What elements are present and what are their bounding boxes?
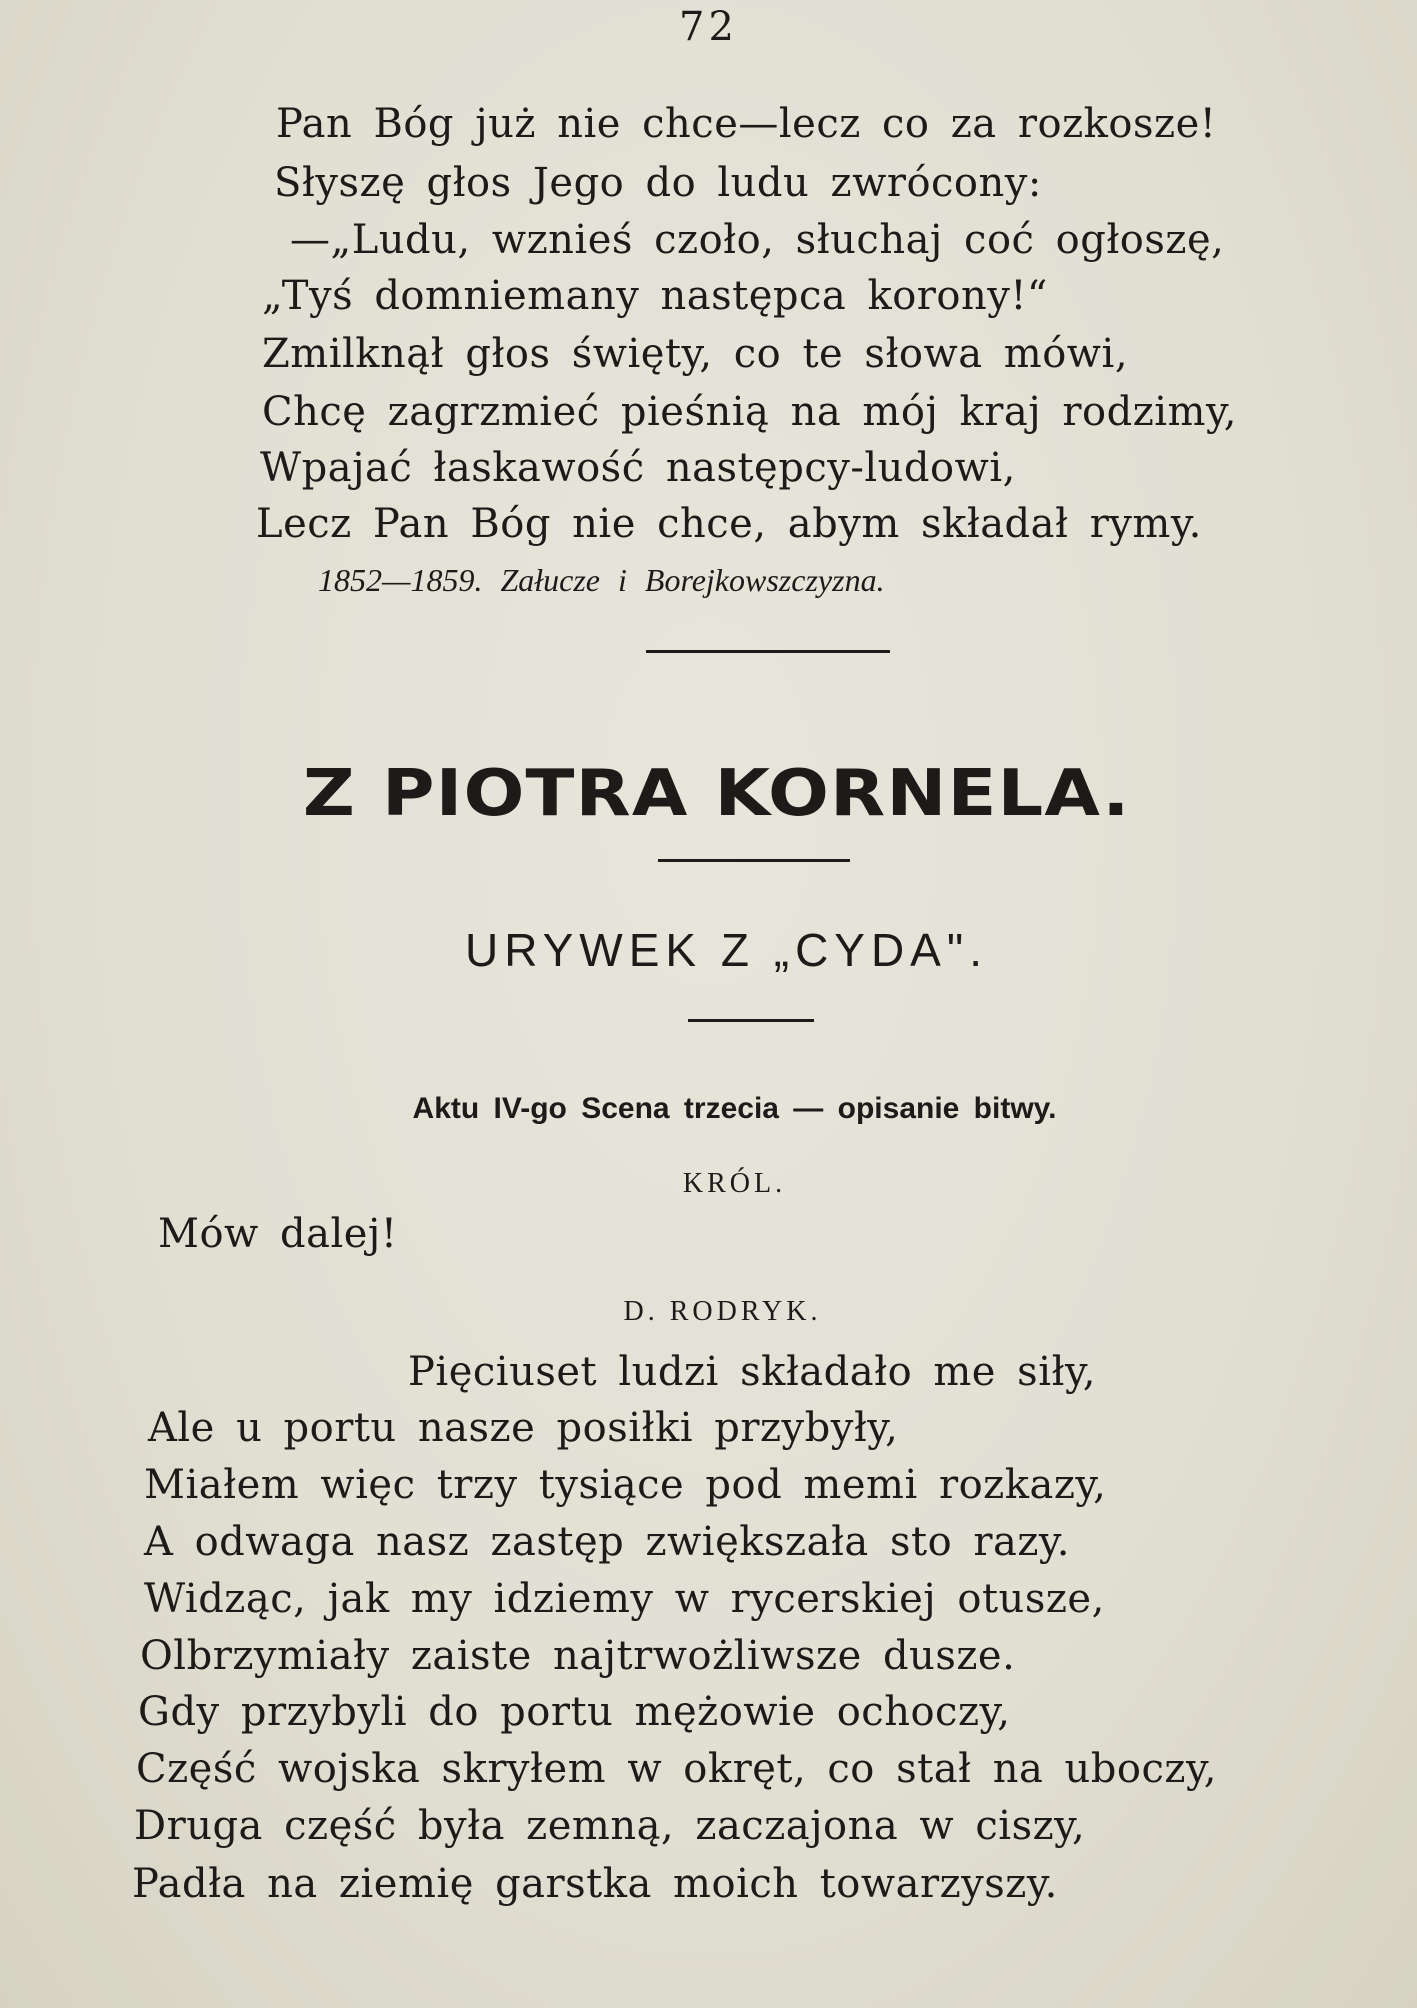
- speech-line: Widząc, jak my idziemy w rycerskiej otusze,: [144, 1576, 1105, 1622]
- poem-line: Zmilknął głos święty, co te słowa mówi,: [262, 331, 1129, 377]
- poem-dateline: 1852—1859. Załucze i Borejkowszczyzna.: [318, 562, 885, 598]
- title-underline-rule: [658, 859, 850, 862]
- poem-line: „Tyś domniemany następca korony!“: [262, 273, 1048, 319]
- poem-line: Lecz Pan Bóg nie chce, abym składał rymy.: [256, 501, 1202, 547]
- speech-line: Druga część była zemną, zaczajona w ciszy,: [134, 1803, 1086, 1849]
- scene-title: Aktu IV-go Scena trzecia — opisanie bitwy.: [412, 1092, 1057, 1125]
- speech-line: Część wojska skryłem w okręt, co stał na uboczy,: [136, 1746, 1217, 1792]
- speech-line: Padła na ziemię garstka moich towarzyszy.: [132, 1861, 1058, 1907]
- speech-line: Ale u portu nasze posiłki przybyły,: [148, 1405, 899, 1451]
- section-subtitle: URYWEK Z „CYDA".: [465, 924, 988, 976]
- section-title: Z PIOTRA KORNELA.: [302, 757, 1131, 831]
- poem-line: Pan Bóg już nie chce—lecz co za rozkosze!: [276, 101, 1217, 147]
- subtitle-underline-rule: [688, 1019, 814, 1022]
- poem-line: Wpajać łaskawość następcy-ludowi,: [260, 445, 1016, 491]
- speech-line: Pięciuset ludzi składało me siły,: [408, 1349, 1096, 1395]
- speech-line: Olbrzymiały zaiste najtrwożliwsze dusze.: [140, 1633, 1016, 1679]
- speaker-name: D. RODRYK.: [623, 1296, 822, 1327]
- poem-line: Chcę zagrzmieć pieśnią na mój kraj rodzimy,: [262, 389, 1237, 435]
- separator-rule: [646, 650, 890, 653]
- speech-line: Miałem więc trzy tysiące pod memi rozkazy,: [144, 1462, 1107, 1508]
- speech-line: Gdy przybyli do portu mężowie ochoczy,: [138, 1689, 1011, 1735]
- speech-line: A odwaga nasz zastęp zwiększała sto razy.: [144, 1519, 1070, 1565]
- speaker-name: KRÓL.: [682, 1168, 787, 1199]
- speech-line: Mów dalej!: [158, 1211, 398, 1257]
- poem-line: —„Ludu, wznieś czoło, słuchaj coć ogłoszę,: [290, 217, 1225, 263]
- page-number: 72: [679, 4, 738, 50]
- poem-line: Słyszę głos Jego do ludu zwrócony:: [274, 160, 1042, 206]
